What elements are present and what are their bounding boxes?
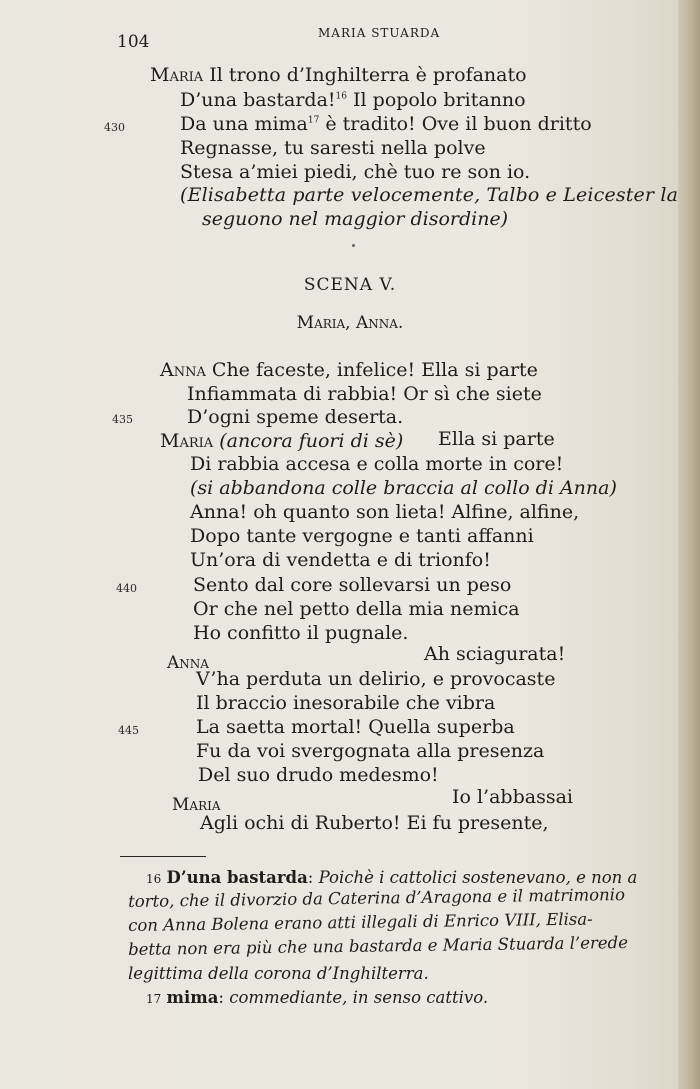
- verse-line: Or che nel petto della mia nemica: [193, 598, 520, 620]
- stage-direction: seguono nel maggior disordine): [202, 208, 509, 230]
- verse-line: Maria Il trono d’Inghilterra è profanato: [150, 64, 527, 86]
- line-number: 445: [118, 724, 139, 737]
- speaker-name: Maria: [150, 64, 204, 86]
- verse-line: [160, 430, 403, 452]
- verse-line: Di rabbia accesa e colla morte in core!: [190, 453, 564, 475]
- verse-line: Infiammata di rabbia! Or sì che siete: [187, 383, 542, 405]
- footnote: 17 mima: commediante, in senso cattivo.: [146, 988, 489, 1007]
- footnote-number: 16: [146, 872, 162, 886]
- verse-line: D’ogni speme deserta.: [187, 406, 404, 428]
- stage-direction: (si abbandona colle braccia al collo di Anna): [190, 477, 617, 499]
- stage-direction: (ancora fuori di sè): [219, 430, 404, 452]
- speaker-name: Maria: [160, 430, 214, 452]
- speaker-name: Anna: [167, 653, 209, 673]
- footnote-line: legittima della corona d’Inghilterra.: [128, 964, 429, 983]
- verse-line: Fu da voi svergognata alla presenza: [196, 740, 545, 762]
- verse-line: D’una bastarda!$^{16}$ Il popolo britanno: [180, 89, 526, 111]
- speaker-name: Maria: [172, 795, 221, 815]
- footnote-line: torto, che il divorzio da Caterina d’Aragona e il matrimonio: [128, 885, 626, 911]
- verse-line: Stesa a’miei piedi, chè tuo re son io.: [180, 161, 531, 183]
- footnote: 16 D’una bastarda: Poichè i cattolici sostenevano, e non a: [146, 868, 638, 887]
- verse-line: Dopo tante vergogne e tanti affanni: [190, 525, 534, 547]
- verse-line: Ho confitto il pugnale.: [193, 622, 409, 644]
- footnote-term: mima: [166, 988, 219, 1007]
- footnote-line: betta non era più che una bastarda e Maria Stuarda l’erede: [128, 933, 629, 959]
- verse-line: Un’ora di vendetta e di trionfo!: [190, 549, 491, 571]
- verse-line: Agli ochi di Ruberto! Ei fu presente,: [200, 812, 549, 834]
- verse-line: Sento dal core sollevarsi un peso: [193, 574, 512, 596]
- page-number: 104: [117, 32, 150, 52]
- page-edge: [678, 0, 700, 1089]
- verse-line: Regnasse, tu saresti nella polve: [180, 137, 486, 159]
- line-number: 435: [112, 413, 133, 426]
- verse-line: Il braccio inesorabile che vibra: [196, 692, 496, 714]
- footnote-line: con Anna Bolena erano atti illegali di Enrico VIII, Elisa-: [128, 909, 593, 935]
- verse-line: Del suo drudo medesmo!: [198, 764, 439, 786]
- verse-line-half: Ah sciagurata!: [424, 643, 566, 665]
- line-number: 430: [104, 121, 125, 134]
- stage-direction: (Elisabetta parte velocemente, Talbo e Leicester la: [180, 184, 679, 206]
- speaker-name: Anna: [160, 359, 206, 381]
- verse-line: Anna! oh quanto son lieta! Alfine, alfine,: [190, 501, 580, 523]
- scene-title: SCENA V.: [303, 275, 397, 295]
- verse-line: La saetta mortal! Quella superba: [196, 716, 515, 738]
- verse-line-half: Ella si parte: [438, 428, 555, 450]
- scene-characters: Maria, Anna.: [296, 313, 404, 333]
- verse-line: V’ha perduta un delirio, e provocaste: [196, 668, 556, 690]
- page-mark: [352, 244, 355, 247]
- verse-line: Da una mima$^{17}$ è tradito! Ove il buon dritto: [180, 113, 592, 135]
- footnote-number: 17: [146, 992, 162, 1006]
- footnote-term: D’una bastarda: [166, 868, 308, 887]
- footnote-ref: 17: [307, 115, 320, 126]
- footnote-ref: 16: [335, 91, 347, 102]
- verse-line-half: Io l’abbassai: [452, 786, 573, 808]
- line-number: 440: [116, 582, 137, 595]
- running-title: MARIA STUARDA: [318, 26, 441, 40]
- verse-line: Anna Che faceste, infelice! Ella si parte: [160, 359, 538, 381]
- footnote-rule: [120, 856, 206, 857]
